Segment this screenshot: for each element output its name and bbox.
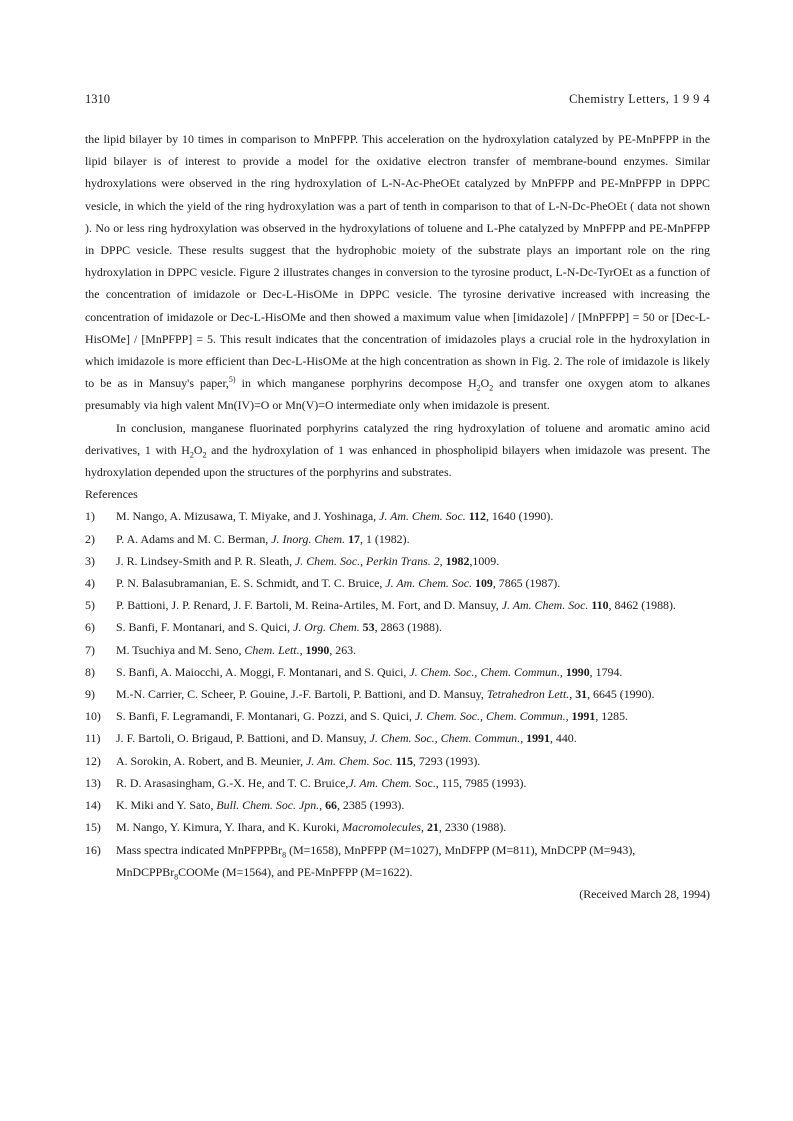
reference-volume: 1990 bbox=[565, 664, 590, 679]
reference-volume: 17 bbox=[348, 531, 360, 546]
reference-volume: 53 bbox=[362, 620, 375, 635]
reference-authors: S. Banfi, F. Montanari, and S. Quici, bbox=[116, 620, 294, 635]
reference-volume: 110 bbox=[591, 598, 609, 613]
reference-item bbox=[85, 550, 710, 572]
paragraph-text: in which manganese porphyrins decompose H bbox=[235, 376, 477, 391]
reference-details: , 8462 (1988). bbox=[608, 598, 676, 613]
citation-superscript: 5) bbox=[228, 375, 236, 385]
reference-number: 11) bbox=[85, 731, 101, 746]
reference-number: 10) bbox=[85, 709, 101, 724]
reference-item bbox=[85, 572, 710, 594]
subscript: 2 bbox=[189, 450, 194, 460]
paragraph-text: and transfer one oxygen atom to alkanes presumably via high valent Mn(IV)=O or Mn(V)=O intermediate only when imidazole is present. bbox=[85, 376, 710, 413]
reference-journal: J. Org. Chem. bbox=[293, 620, 360, 635]
reference-item bbox=[85, 594, 710, 616]
reference-volume: 115 bbox=[395, 753, 413, 768]
reference-authors: A. Sorokin, A. Robert, and B. Meunier, bbox=[116, 753, 307, 768]
subscript: 2 bbox=[476, 383, 481, 393]
reference-details: , 7293 (1993). bbox=[412, 753, 481, 768]
reference-item bbox=[85, 772, 710, 794]
reference-journal: J. Inorg. Chem. bbox=[271, 531, 346, 546]
reference-details: , 2863 (1988). bbox=[374, 620, 442, 635]
reference-list bbox=[85, 505, 710, 882]
reference-item bbox=[85, 683, 710, 705]
reference-volume: 66 bbox=[325, 798, 337, 813]
reference-number: 16) bbox=[85, 842, 101, 857]
reference-volume: 1990 bbox=[305, 642, 330, 657]
reference-item bbox=[85, 528, 710, 550]
reference-number: 6) bbox=[85, 620, 95, 635]
reference-details: Soc., 115, 7985 (1993). bbox=[411, 775, 527, 790]
reference-text: COOMe (M=1564), and PE-MnPFPP (M=1622). bbox=[178, 864, 413, 879]
reference-number: 1) bbox=[85, 509, 95, 524]
reference-authors: M. Nango, A. Mizusawa, T. Miyake, and J. Yoshinaga, bbox=[116, 509, 380, 524]
reference-item: 15) M. Nango, Y. Kimura, Y. Ihara, and K. Kuroki, Macromolecules, 21, 2330 (1988). bbox=[85, 816, 710, 838]
reference-authors: M.-N. Carrier, C. Scheer, P. Gouine, J.-F. Bartoli, P. Battioni, and D. Mansuy, bbox=[116, 687, 487, 702]
reference-volume: 1991 bbox=[526, 731, 550, 746]
reference-item bbox=[85, 661, 710, 683]
reference-volume: 1991 bbox=[571, 709, 596, 724]
paragraph-text: and the hydroxylation of 1 was enhanced in phospholipid bilayers when imidazole was present. The hydroxylation depended upon the structures of the porphyrins and substrates. bbox=[85, 442, 710, 480]
body-paragraph-1 bbox=[85, 128, 710, 417]
reference-volume: 112 bbox=[468, 509, 486, 524]
received-date: (Received March 28, 1994) bbox=[579, 886, 710, 901]
reference-volume: 31 bbox=[575, 687, 588, 702]
reference-authors: S. Banfi, A. Maiocchi, A. Moggi, F. Montanari, and S. Quici, bbox=[116, 664, 410, 679]
article-body bbox=[85, 128, 710, 905]
reference-number: 4) bbox=[85, 576, 95, 591]
reference-authors: M. Tsuchiya and M. Seno, bbox=[116, 642, 245, 657]
formula-atom: O bbox=[480, 376, 490, 391]
reference-details: , 2330 (1988). bbox=[438, 820, 507, 835]
subscript: 2 bbox=[202, 450, 207, 460]
reference-details: ,1009. bbox=[469, 553, 500, 568]
reference-number: 3) bbox=[85, 553, 95, 568]
body-paragraph-2 bbox=[85, 417, 710, 484]
journal-name: Chemistry Letters, 1 9 9 4 bbox=[569, 92, 710, 106]
paragraph-text: In conclusion, manganese fluorinated porphyrins catalyzed the ring hydroxylation of toluene and aromatic amino acid derivatives, 1 with H bbox=[85, 420, 710, 457]
reference-volume: 109 bbox=[475, 576, 493, 591]
reference-authors: P. Battioni, J. P. Renard, J. F. Bartoli, M. Reina-Artiles, M. Fort, and D. Mansuy, bbox=[116, 598, 502, 613]
reference-journal: J. Chem. Soc., Chem. Commun., bbox=[414, 709, 569, 724]
reference-item bbox=[85, 750, 710, 772]
reference-number: 7) bbox=[85, 642, 95, 657]
reference-journal: J. Chem. Soc., Chem. Commun., bbox=[409, 664, 563, 679]
reference-journal: J. Am. Chem. Soc. bbox=[306, 753, 393, 768]
reference-number: 13) bbox=[85, 775, 101, 790]
paragraph-text: the lipid bilayer by 10 times in comparison to MnPFPP. This acceleration on the hydroxylation catalyzed by PE-MnPFPP in the lipid bilayer is of interest to provide a model for the oxidative electron transfer of membrane-bound enzymes. Similar hydroxylations were observed in the ring hydroxylation of L-N-Ac-PheOEt catalyzed by MnPFPP and PE-MnPFPP in DPPC vesicle, in which the yield of the ring hydroxylation was a part of tenth in comparison to that of L-N-Dc-PheOEt ( data not shown ). No or less ring hydroxylation was observed in the hydroxylations of toluene and L-Phe catalyzed by MnPFPP and PE-MnPFPP in DPPC vesicle. These results suggest that the hydrophobic moiety of the substrate plays an important role on the ring hydroxylation in DPPC vesicle. Figure 2 illustrates changes in conversion to the tyrosine product, L-N-Dc-TyrOEt as a function of the concentration of imidazole or Dec-L-HisOMe in DPPC vesicle. The tyrosine derivative increased with increasing the concentration of imidazole or Dec-L-HisOMe and then showed a maximum value when [imidazole] / [MnPFPP] = 50 or [Dec-L-HisOMe] / [MnPFPP] = 5. This result indicates that the concentration of imidazoles plays a crucial role in the hydroxylation in which imidazole is more efficient than Dec-L-HisOMe at the high concentration as shown in Fig. 2. The role of imidazole is likely to be as in Mansuy's paper, bbox=[85, 132, 710, 391]
reference-details: , 7865 (1987). bbox=[492, 576, 561, 591]
reference-journal: J. Am. Chem. Soc. bbox=[501, 598, 589, 613]
reference-item bbox=[85, 505, 710, 527]
reference-journal: Chem. Lett., bbox=[244, 642, 303, 657]
reference-details: , 1 (1982). bbox=[360, 531, 410, 546]
reference-item bbox=[85, 839, 710, 883]
reference-authors: P. A. Adams and M. C. Berman, bbox=[116, 531, 272, 546]
page-number: 1310 bbox=[85, 92, 110, 106]
reference-item: 11) J. F. Bartoli, O. Brigaud, P. Battioni, and D. Mansuy, J. Chem. Soc., Chem. Commun., 1991, 440. bbox=[85, 727, 710, 749]
reference-journal: J. Am. Chem. Soc. bbox=[385, 576, 473, 591]
reference-journal: Macromolecules bbox=[342, 820, 422, 835]
reference-number: 9) bbox=[85, 687, 95, 702]
reference-item: 14) K. Miki and Y. Sato, Bull. Chem. Soc. Jpn., 66, 2385 (1993). bbox=[85, 794, 710, 816]
reference-journal: J. Am. Chem. bbox=[348, 775, 412, 790]
reference-text: (M=1658), MnPFPP (M=1027), MnDFPP (M=811), MnDCPP (M=943), MnDCPPBr bbox=[116, 842, 636, 879]
reference-number: 15) bbox=[85, 820, 101, 835]
reference-volume: 1982 bbox=[445, 553, 470, 568]
reference-volume: 21 bbox=[426, 820, 439, 835]
reference-authors: R. D. Arasasingham, G.-X. He, and T. C. Bruice, bbox=[116, 775, 349, 790]
reference-number: 2) bbox=[85, 531, 95, 546]
reference-authors: S. Banfi, F. Legramandi, F. Montanari, G. Pozzi, and S. Quici, bbox=[116, 709, 415, 724]
reference-item bbox=[85, 705, 710, 727]
reference-authors: J. F. Bartoli, O. Brigaud, P. Battioni, and D. Mansuy, bbox=[116, 731, 370, 746]
reference-authors: J. R. Lindsey-Smith and P. R. Sleath, bbox=[116, 553, 296, 568]
reference-journal: J. Chem. Soc., Chem. Commun. bbox=[369, 731, 521, 746]
reference-details: , 2385 (1993). bbox=[336, 798, 405, 813]
reference-item bbox=[85, 616, 710, 638]
subscript: 8 bbox=[282, 849, 287, 859]
formula-atom: O bbox=[193, 442, 203, 457]
subscript: 2 bbox=[489, 383, 494, 393]
reference-journal: Tetrahedron Lett., bbox=[486, 687, 573, 702]
reference-authors: P. N. Balasubramanian, E. S. Schmidt, and T. C. Bruice, bbox=[116, 576, 386, 591]
reference-details: , 1640 (1990). bbox=[485, 509, 554, 524]
reference-journal: J. Chem. Soc., Perkin Trans. 2, bbox=[295, 553, 443, 568]
reference-number: 8) bbox=[85, 664, 95, 679]
reference-details: , 440. bbox=[549, 731, 577, 746]
page-header bbox=[85, 92, 710, 108]
reference-number: 5) bbox=[85, 598, 95, 613]
reference-details: , 263. bbox=[329, 642, 357, 657]
reference-details: , 1285. bbox=[595, 709, 629, 724]
reference-number: 12) bbox=[85, 753, 101, 768]
reference-details: , 6645 (1990). bbox=[587, 687, 655, 702]
subscript: 8 bbox=[174, 872, 179, 882]
reference-number: 14) bbox=[85, 798, 101, 813]
reference-journal: J. Am. Chem. Soc. bbox=[379, 509, 466, 524]
references-heading: References bbox=[85, 487, 138, 502]
reference-authors: K. Miki and Y. Sato, bbox=[116, 798, 217, 813]
reference-details: , 1794. bbox=[589, 664, 623, 679]
reference-item bbox=[85, 639, 710, 661]
reference-authors: M. Nango, Y. Kimura, Y. Ihara, and K. Kuroki, bbox=[116, 820, 343, 835]
reference-journal: Bull. Chem. Soc. Jpn. bbox=[216, 798, 320, 813]
reference-text: Mass spectra indicated MnPFPPBr bbox=[116, 842, 283, 857]
